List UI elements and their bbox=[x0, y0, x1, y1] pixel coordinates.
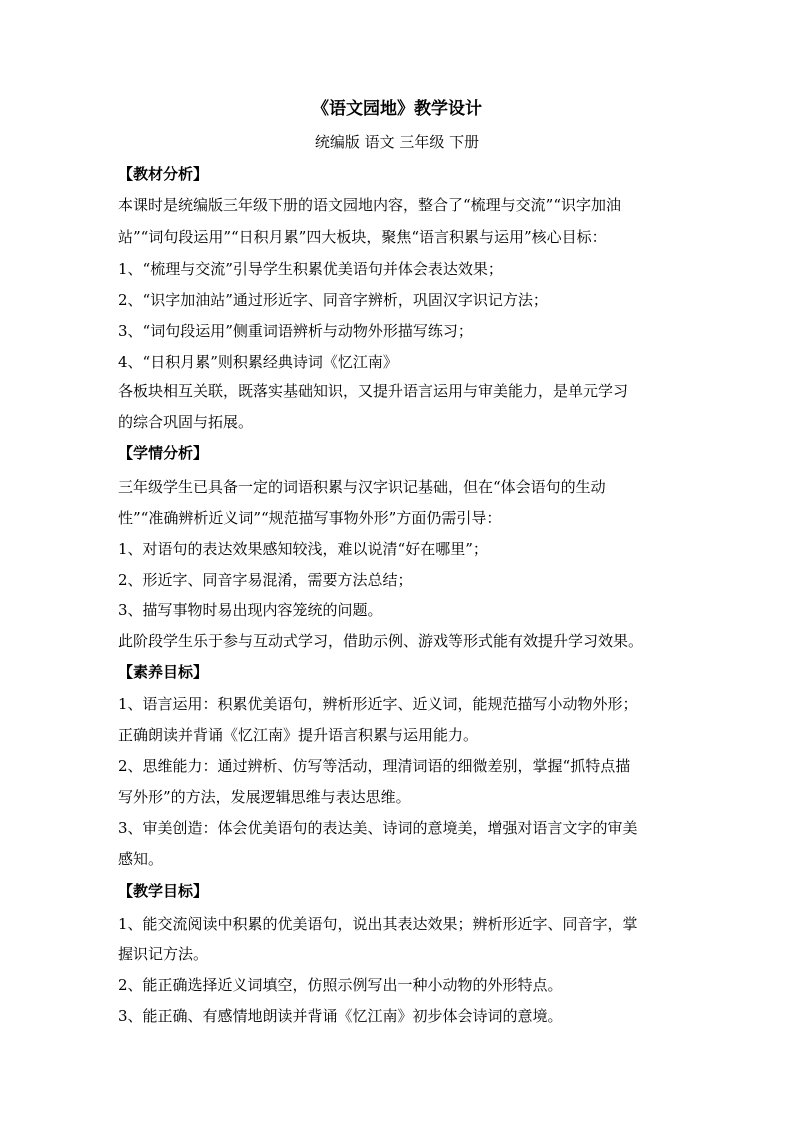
list-item: 4、“日积月累”则积累经典诗词《忆江南》 bbox=[118, 353, 398, 371]
list-item: 1、能交流阅读中积累的优美语句，说出其表达效果；辨析形近字、同音字，掌 bbox=[118, 915, 638, 933]
list-item: 1、语言运用：积累优美语句，辨析形近字、近义词，能规范描写小动物外形； bbox=[118, 695, 638, 713]
document-title: 《语文园地》教学设计 bbox=[312, 99, 482, 119]
list-item: 2、形近字、同音字易混淆，需要方法总结； bbox=[118, 571, 413, 589]
paragraph-line: 三年级学生已具备一定的词语积累与汉字识记基础，但在“体会语句的生动 bbox=[118, 478, 606, 496]
paragraph-line: 此阶段学生乐于参与互动式学习，借助示例、游戏等形式能有效提升学习效果。 bbox=[118, 632, 644, 650]
paragraph-line: 本课时是统编版三年级下册的语文园地内容，整合了“梳理与交流”“识字加油 bbox=[118, 196, 622, 214]
paragraph-line: 站”“词句段运用”“日积月累”四大板块，聚焦“语言积累与运用”核心目标： bbox=[118, 228, 607, 246]
section-heading-learner-analysis: 【学情分析】 bbox=[118, 444, 209, 462]
section-heading-teaching-goals: 【教学目标】 bbox=[118, 882, 209, 900]
paragraph-line: 各板块相互关联，既落实基础知识，又提升语言运用与审美能力，是单元学习 bbox=[118, 382, 629, 400]
list-item: 3、“词句段运用”侧重词语辨析与动物外形描写练习； bbox=[118, 322, 473, 340]
list-item: 3、描写事物时易出现内容笼统的问题。 bbox=[118, 601, 383, 619]
paragraph-line: 性”“准确辨析近义词”“规范描写事物外形”方面仍需引导： bbox=[118, 509, 502, 527]
list-item: 1、对语句的表达效果感知较浅，难以说清“好在哪里”； bbox=[118, 540, 488, 558]
list-item: 2、思维能力：通过辨析、仿写等活动，理清词语的细微差别，掌握“抓特点描 bbox=[118, 757, 631, 775]
paragraph-line: 写外形”的方法，发展逻辑思维与表达思维。 bbox=[118, 788, 411, 806]
list-item: 2、“识字加油站”通过形近字、同音字辨析，巩固汉字识记方法； bbox=[118, 291, 548, 309]
list-item: 3、审美创造：体会优美语句的表达美、诗词的意境美，增强对语言文字的审美 bbox=[118, 819, 638, 837]
paragraph-line: 的综合巩固与拓展。 bbox=[118, 413, 254, 431]
section-heading-textbook-analysis: 【教材分析】 bbox=[118, 165, 209, 183]
paragraph-line: 握识记方法。 bbox=[118, 945, 209, 963]
document-subtitle: 统编版 语文 三年级 下册 bbox=[314, 133, 480, 151]
section-heading-literacy-goals: 【素养目标】 bbox=[118, 663, 209, 681]
paragraph-line: 感知。 bbox=[118, 850, 164, 868]
list-item: 3、能正确、有感情地朗读并背诵《忆江南》初步体会诗词的意境。 bbox=[118, 1007, 563, 1025]
list-item: 1、“梳理与交流”引导学生积累优美语句并体会表达效果； bbox=[118, 260, 503, 278]
paragraph-line: 正确朗读并背诵《忆江南》提升语言积累与运用能力。 bbox=[118, 726, 479, 744]
list-item: 2、能正确选择近义词填空，仿照示例写出一种小动物的外形特点。 bbox=[118, 976, 563, 994]
